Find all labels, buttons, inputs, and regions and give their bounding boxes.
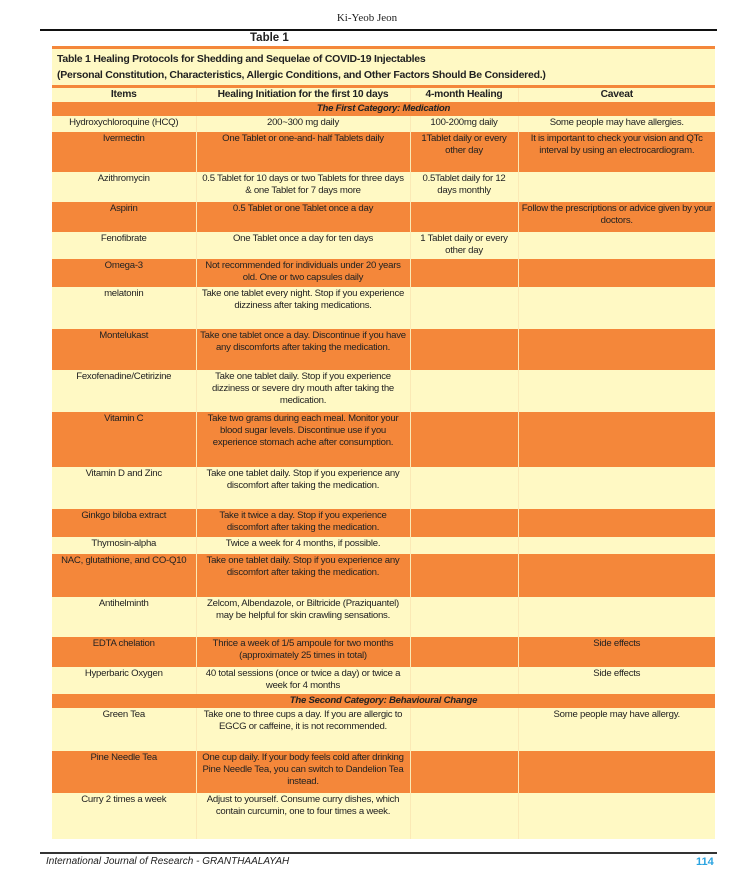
- initiation-cell: One Tablet or one-and- half Tablets daily: [196, 132, 410, 172]
- page-number: 114: [696, 856, 714, 868]
- four-month-cell: [410, 202, 518, 232]
- item-cell: Vitamin C: [52, 412, 196, 467]
- item-cell: Hydroxychloroquine (HCQ): [52, 116, 196, 132]
- item-cell: melatonin: [52, 287, 196, 329]
- caption-line-2: (Personal Constitution, Characteristics, Allergic Conditions, and Other Factors Should Be Considered.): [57, 69, 546, 81]
- initiation-cell: Twice a week for 4 months, if possible.: [196, 537, 410, 554]
- table-row: [52, 259, 715, 287]
- initiation-cell: Thrice a week of 1/5 ampoule for two months (approximately 25 times in total): [196, 637, 410, 667]
- table-row: [52, 329, 715, 370]
- four-month-cell: [410, 667, 518, 694]
- item-cell: Vitamin D and Zinc: [52, 467, 196, 509]
- table-row: [52, 537, 715, 554]
- table-row: [52, 597, 715, 637]
- caveat-cell: [518, 172, 715, 202]
- table-row: [52, 232, 715, 259]
- table-row: [52, 172, 715, 202]
- initiation-cell: Take one tablet daily. Stop if you experience any discomfort after taking the medication.: [196, 554, 410, 597]
- initiation-cell: Take one tablet once a day. Discontinue if you have any discomforts after taking the medication.: [196, 329, 410, 370]
- initiation-cell: 40 total sessions (once or twice a day) or twice a week for 4 months: [196, 667, 410, 694]
- initiation-cell: Adjust to yourself. Consume curry dishes, which contain curcumin, one to four times a week.: [196, 793, 410, 839]
- healing-protocols-table: [52, 46, 715, 839]
- column-header: Healing Initiation for the first 10 days: [196, 87, 410, 103]
- initiation-cell: One Tablet once a day for ten days: [196, 232, 410, 259]
- table-row: [52, 667, 715, 694]
- caveat-cell: [518, 259, 715, 287]
- header-rule: [40, 29, 717, 31]
- item-cell: EDTA chelation: [52, 637, 196, 667]
- four-month-cell: [410, 751, 518, 793]
- caveat-cell: It is important to check your vision and QTc interval by using an electrocardiogram.: [518, 132, 715, 172]
- caveat-cell: [518, 370, 715, 412]
- initiation-cell: 200~300 mg daily: [196, 116, 410, 132]
- caveat-cell: Side effects: [518, 637, 715, 667]
- initiation-cell: Take it twice a day. Stop if you experience discomfort after taking the medication.: [196, 509, 410, 537]
- four-month-cell: 1Tablet daily or every other day: [410, 132, 518, 172]
- column-header: Caveat: [518, 87, 715, 103]
- four-month-cell: [410, 259, 518, 287]
- table-row: [52, 637, 715, 667]
- caveat-cell: Follow the prescriptions or advice given by your doctors.: [518, 202, 715, 232]
- caveat-cell: [518, 597, 715, 637]
- item-cell: Azithromycin: [52, 172, 196, 202]
- table-row: [52, 116, 715, 132]
- table-row: [52, 202, 715, 232]
- item-cell: Fexofenadine/Cetirizine: [52, 370, 196, 412]
- table-row: [52, 132, 715, 172]
- caveat-cell: [518, 287, 715, 329]
- item-cell: NAC, glutathione, and CO-Q10: [52, 554, 196, 597]
- initiation-cell: One cup daily. If your body feels cold after drinking Pine Needle Tea, you can switch to Dandelion Tea instead.: [196, 751, 410, 793]
- caveat-cell: [518, 467, 715, 509]
- four-month-cell: [410, 370, 518, 412]
- four-month-cell: 100-200mg daily: [410, 116, 518, 132]
- initiation-cell: 0.5 Tablet for 10 days or two Tablets for three days & one Tablet for 7 days more: [196, 172, 410, 202]
- caveat-cell: [518, 509, 715, 537]
- table-row: [52, 554, 715, 597]
- initiation-cell: Take one tablet daily. Stop if you experience any discomfort after taking the medication.: [196, 467, 410, 509]
- footer-rule: [40, 852, 717, 854]
- four-month-cell: [410, 554, 518, 597]
- item-cell: Thymosin-alpha: [52, 537, 196, 554]
- caveat-cell: [518, 537, 715, 554]
- four-month-cell: 0.5Tablet daily for 12 days monthly: [410, 172, 518, 202]
- four-month-cell: [410, 329, 518, 370]
- initiation-cell: Take one to three cups a day. If you are allergic to EGCG or caffeine, it is not recommended.: [196, 708, 410, 751]
- item-cell: Antihelminth: [52, 597, 196, 637]
- four-month-cell: [410, 412, 518, 467]
- table-caption: [52, 48, 715, 87]
- table-row: [52, 287, 715, 329]
- initiation-cell: 0.5 Tablet or one Tablet once a day: [196, 202, 410, 232]
- journal-name: International Journal of Research - GRANTHAALAYAH: [46, 856, 290, 867]
- item-cell: Fenofibrate: [52, 232, 196, 259]
- item-cell: Ginkgo biloba extract: [52, 509, 196, 537]
- item-cell: Pine Needle Tea: [52, 751, 196, 793]
- table-row: [52, 467, 715, 509]
- item-cell: Ivermectin: [52, 132, 196, 172]
- four-month-cell: [410, 287, 518, 329]
- item-cell: Hyperbaric Oxygen: [52, 667, 196, 694]
- initiation-cell: Zelcom, Albendazole, or Biltricide (Praziquantel) may be helpful for skin crawling sensations.: [196, 597, 410, 637]
- caveat-cell: [518, 412, 715, 467]
- table-label: Table 1: [250, 32, 289, 44]
- item-cell: Omega-3: [52, 259, 196, 287]
- initiation-cell: Take two grams during each meal. Monitor your blood sugar levels. Discontinue use if you experience stomach ache after consumption.: [196, 412, 410, 467]
- category-row: [52, 102, 715, 116]
- table-row: [52, 370, 715, 412]
- initiation-cell: Not recommended for individuals under 20 years old. One or two capsules daily: [196, 259, 410, 287]
- caveat-cell: Some people may have allergies.: [518, 116, 715, 132]
- table-row: [52, 509, 715, 537]
- four-month-cell: 1 Tablet daily or every other day: [410, 232, 518, 259]
- caveat-cell: Some people may have allergy.: [518, 708, 715, 751]
- table-row: [52, 793, 715, 839]
- caption-line-1: Table 1 Healing Protocols for Shedding and Sequelae of COVID-19 Injectables: [57, 53, 426, 65]
- four-month-cell: [410, 467, 518, 509]
- column-header: Items: [52, 87, 196, 103]
- caveat-cell: [518, 793, 715, 839]
- four-month-cell: [410, 793, 518, 839]
- column-header: 4-month Healing: [410, 87, 518, 103]
- four-month-cell: [410, 537, 518, 554]
- four-month-cell: [410, 509, 518, 537]
- running-header: Ki-Yeob Jeon: [336, 12, 398, 24]
- caveat-cell: Side effects: [518, 667, 715, 694]
- table-header-row: [52, 87, 715, 103]
- item-cell: Aspirin: [52, 202, 196, 232]
- caveat-cell: [518, 232, 715, 259]
- caveat-cell: [518, 751, 715, 793]
- category-title: The Second Category: Behavioural Change: [52, 694, 715, 708]
- table-row: [52, 412, 715, 467]
- category-row: [52, 694, 715, 708]
- caveat-cell: [518, 554, 715, 597]
- four-month-cell: [410, 597, 518, 637]
- item-cell: Green Tea: [52, 708, 196, 751]
- table-row: [52, 708, 715, 751]
- four-month-cell: [410, 708, 518, 751]
- initiation-cell: Take one tablet daily. Stop if you experience dizziness or severe dry mouth after taking the medication.: [196, 370, 410, 412]
- four-month-cell: [410, 637, 518, 667]
- item-cell: Curry 2 times a week: [52, 793, 196, 839]
- initiation-cell: Take one tablet every night. Stop if you experience dizziness after taking medications.: [196, 287, 410, 329]
- item-cell: Montelukast: [52, 329, 196, 370]
- table-row: [52, 751, 715, 793]
- category-title: The First Category: Medication: [52, 102, 715, 116]
- caveat-cell: [518, 329, 715, 370]
